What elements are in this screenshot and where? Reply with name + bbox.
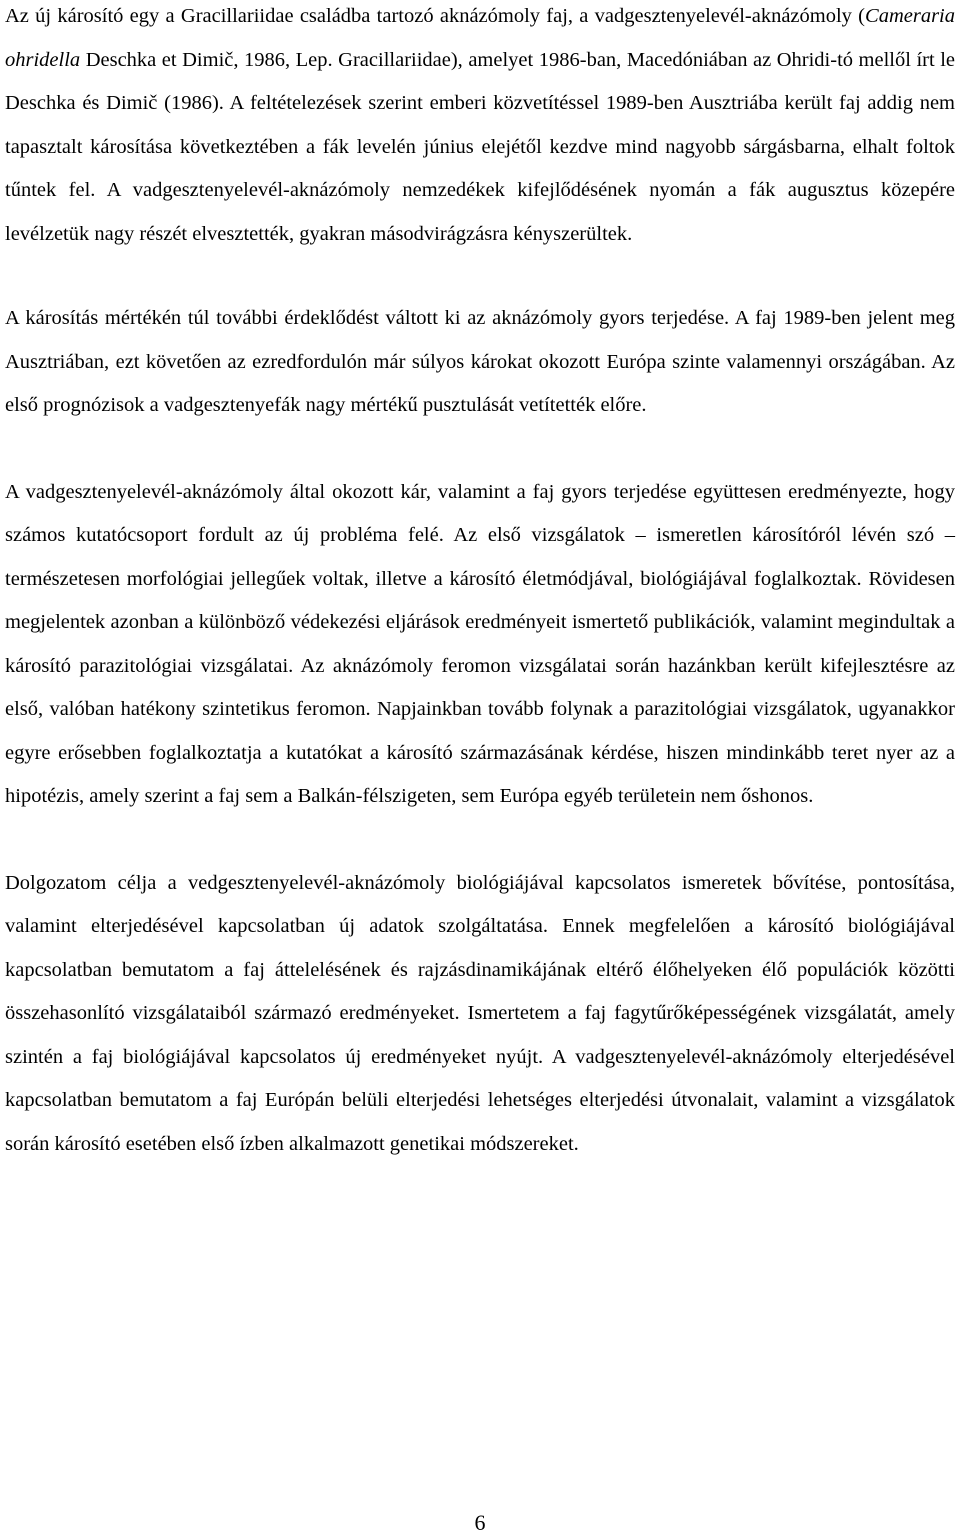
paragraph-research-history: A vadgesztenyelevél-aknázómoly által okozott kár, valamint a faj gyors terjedése együttesen eredményezte, hogy számos kutatócsoport fordult az új probléma felé. Az első vizsgálatok – ismeretlen károsítóról lévén szó – természetesen morfológiai jellegűek voltak, illetve a károsító életmódjával, biológiájával foglalkoztak. Rövidesen megjelentek azonban a különböző védekezési eljárások eredményeit ismertető publikációk, valamint megindultak a károsító parazitológiai vizsgálatai. Az aknázómoly feromon vizsgálatai során hazánkban került kifejlesztésre az első, valóban hatékony szintetikus feromon. Napjainkban tovább folynak a parazitológiai vizsgálatok, ugyanakkor egyre erősebben foglalkoztatja a kutatókat a károsító származásának kérdése, hiszen mindinkább teret nyer az a hipotézis, amely szerint a faj sem a Balkán-félszigeten, sem Európa egyéb területein nem őshonos. bbox=[5, 480, 955, 807]
paragraph-intro bbox=[5, 0, 955, 256]
paragraph-intro-text-end: Deschka et Dimič, 1986, Lep. Gracillariidae), amelyet 1986-ban, Macedóniában az Ohridi-tó mellől írt le Deschka és Dimič (1986). A feltételezések szerint emberi közvetítéssel 1989-ben Ausztriába került faj addig nem tapasztalt károsítása következtében a fák levelén június elejétől kezdve mind nagyobb sárgásbarna, elhalt foltok tűntek fel. A vadgesztenyelevél-aknázómoly nemzedékek kifejlődésének nyomán a fák augusztus közepére levélzetük nagy részét elvesztették, gyakran másodvirágzásra kényszerültek. bbox=[5, 48, 955, 245]
paragraph-thesis-aims: Dolgozatom célja a vedgesztenyelevél-aknázómoly biológiájával kapcsolatos ismeretek bővítése, pontosítása, valamint elterjedésével kapcsolatban új adatok szolgáltatása. Ennek megfelelően a károsító biológiájával kapcsolatban bemutatom a faj áttelelésének és rajzásdinamikájának eltérő élőhelyeken élő populációk közötti összehasonlító vizsgálataiból származó eredményeket. Ismertetem a faj fagytűrőképességének vizsgálatát, amely szintén a faj biológiájával kapcsolatos új eredményeket nyújt. A vadgesztenyelevél-aknázómoly elterjedésével kapcsolatban bemutatom a faj Európán belüli elterjedési lehetséges elterjedési útvonalait, valamint a vizsgálatok során károsító esetében első ízben alkalmazott genetikai módszereket. bbox=[5, 871, 955, 1155]
species-name: Cameraria ohridella bbox=[5, 5, 955, 71]
page-number: 6 bbox=[474, 1510, 486, 1535]
document-page bbox=[5, 0, 955, 1166]
paragraph-intro-text-start: Az új károsító egy a Gracillariidae családba tartozó aknázómoly faj, a vadgesztenyelevél-aknázómoly ( bbox=[5, 5, 866, 27]
paragraph-damage-spread: A károsítás mértékén túl további érdeklődést váltott ki az aknázómoly gyors terjedése. A faj 1989-ben jelent meg Ausztriában, ezt követően az ezredfordulón már súlyos károkat okozott Európa szinte valamennyi országában. Az első prognózisok a vadgesztenyefák nagy mértékű pusztulását vetítették előre. bbox=[5, 307, 955, 416]
